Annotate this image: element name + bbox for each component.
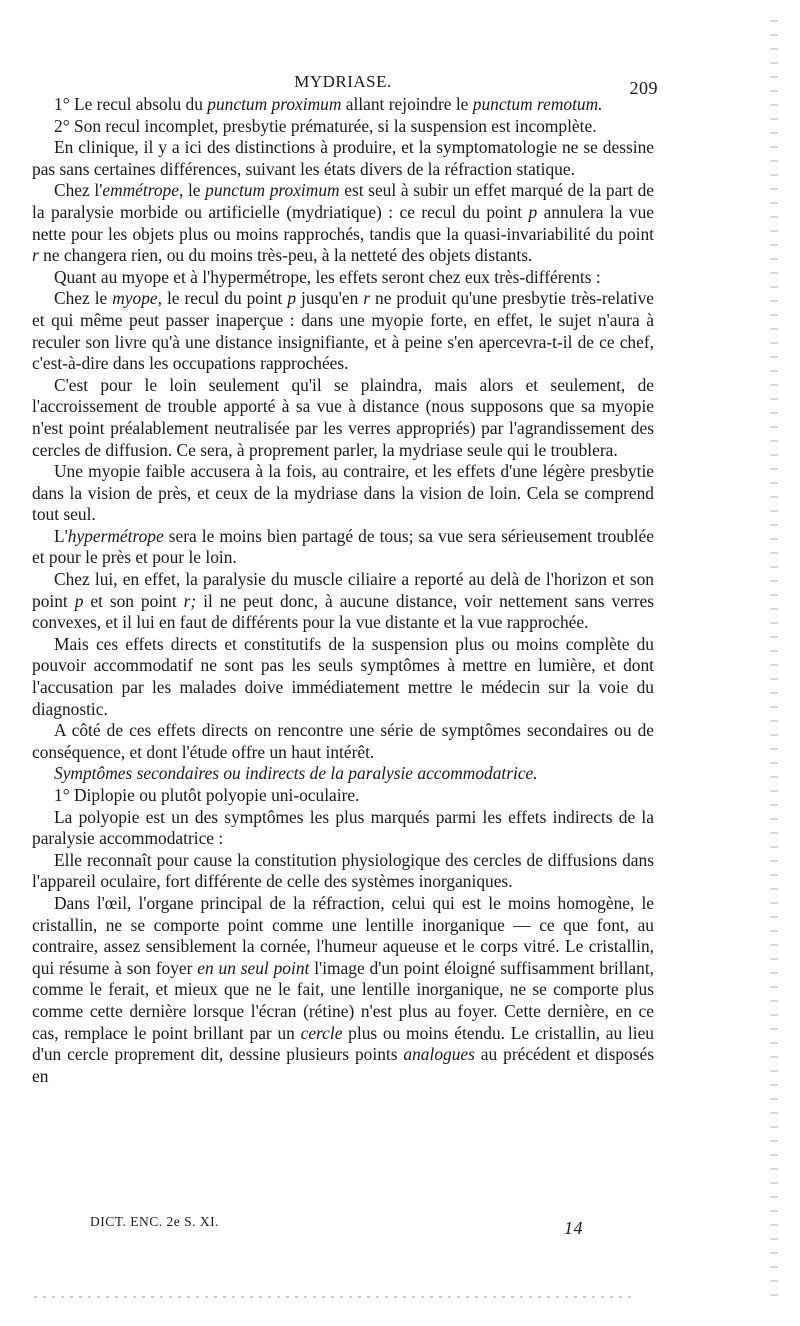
text-run: C'est pour le loin seulement qu'il se plaindra, mais alors et seulement, de l'accroissement de trouble apporté à sa vue à distance (nous supposons que sa myopie n'est point préalablement neutralisée par les verres appropriés) par l'agrandissement des cercles de diffusion. Ce sera, à proprement parler, la mydriase seule qui le troublera. [32, 374, 654, 460]
paragraph [32, 807, 654, 850]
paragraph [32, 116, 654, 138]
text-run: est seul à subir un effet marqué de la part de la paralysie morbide ou artificielle (mydriatique) : ce recul du point [32, 180, 654, 222]
paragraph [32, 893, 654, 1087]
text-run: Chez le [54, 288, 113, 309]
scan-bottom-dots [34, 1296, 634, 1298]
text-run: annulera la vue nette pour les objets plus ou moins rapprochés, tandis que la quasi-invariabilité du point [32, 201, 655, 244]
italic-run: p [528, 201, 538, 222]
footer [32, 1208, 654, 1238]
paragraph [32, 850, 654, 893]
page [32, 68, 658, 1087]
italic-run: r; [183, 590, 197, 611]
scan-margin-marks [770, 20, 778, 1300]
text-run: Une myopie faible accusera à la fois, au contraire, et les effets d'une légère presbytie dans la vision de près, et ceux de la mydriase dans la vision de loin. Cela se comprend tout seul. [32, 461, 654, 525]
text-run: le [183, 180, 206, 201]
italic-run: p [74, 590, 84, 611]
paragraph [32, 180, 654, 266]
text-run: au précédent et disposés en [32, 1044, 654, 1086]
italic-run: cercle [300, 1022, 343, 1043]
text-run: sera le moins bien partagé de tous; sa vue sera sérieusement troublée et pour le près et pour le loin. [32, 525, 654, 568]
text-run: Mais ces effets directs et constitutifs de la suspension plus ou moins complète du pouvoir accommodatif ne sont pas les seuls symptômes à mettre en lumière, et dont l'accusation par les malades doive immédiatement mettre le médecin sur la voie du diagnostic. [32, 633, 654, 719]
text-run: A côté de ces effets directs on rencontre une série de symptômes secondaires ou de conséquence, et dont l'étude offre un haut intérêt. [32, 720, 654, 762]
text-run: plus ou moins étendu. Le cristallin, au lieu d'un cercle proprement dit, dessine plusieurs points [32, 1022, 654, 1065]
italic-run: emmétrope, [102, 180, 184, 201]
paragraph [32, 288, 654, 374]
paragraph [32, 94, 654, 116]
italic-run: myope, [112, 288, 162, 309]
text-run: Chez l' [54, 180, 103, 201]
paragraph [32, 375, 654, 461]
text-run: allant rejoindre le [341, 94, 473, 114]
sheet-number: 14 [564, 1218, 583, 1238]
text-run: l'image d'un point éloigné suffisamment brillant, comme le ferait, et mieux que ne le fait, une lentille inorganique, ne se comporte plus comme cette dernière lorsque l'écran (rétine) n'est plus au foyer. Cette dernière, en ce cas, remplace le point brillant par un [32, 957, 654, 1043]
text-run: ne produit qu'une presbytie très-relative et qui même peut passer inaperçue : dans une myopie forte, en effet, le sujet n'aura à reculer son livre qu'à une distance insignifiante, et à peine s'en apercevra-t-il de ce chef, c'est-à-dire dans les occupations rapprochées. [32, 288, 654, 374]
body-text [32, 94, 654, 1087]
paragraph [32, 461, 654, 526]
signature-mark: DICT. ENC. 2e S. XI. [90, 1214, 219, 1229]
paragraph [32, 137, 654, 180]
running-header [32, 68, 658, 98]
text-run: La polyopie est un des symptômes les plus marqués parmi les effets indirects de la paralysie accommodatrice : [32, 806, 654, 849]
italic-run: p [287, 288, 297, 309]
text-run: Dans l'œil, l'organe principal de la réfraction, celui qui est le moins homogène, le cristallin, ne se comporte point comme une lentille inorganique — ce que font, au contraire, assez sensiblement la cornée, l'humeur aqueuse et le corps vitré. Le cristallin, qui résume à son foyer [32, 892, 654, 978]
text-run: En clinique, il y a ici des distinctions à produire, et la symptomatologie ne se dessine pas sans certaines différences, suivant les états divers de la réfraction statique. [32, 137, 654, 179]
italic-run: analogues [403, 1044, 475, 1065]
page-number: 209 [629, 78, 658, 98]
text-run: jusqu'en [296, 288, 364, 309]
text-run: Elle reconnaît pour cause la constitution physiologique des cercles de diffusions dans l'appareil oculaire, fort différente de celle des systèmes inorganiques. [32, 849, 654, 892]
text-run: il ne peut donc, à aucune distance, voir nettement sans verres convexes, et il lui en faut de différents pour la vue distante et la vue rapprochée. [32, 590, 654, 633]
running-title: MYDRIASE. [294, 72, 392, 91]
paragraph [32, 267, 654, 289]
text-run: le recul du point [162, 288, 288, 309]
italic-run: hypermétrope [67, 525, 164, 546]
paragraph [32, 720, 654, 763]
italic-run: en un seul point [197, 957, 310, 978]
text-run: Quant au myope et à l'hypermétrope, les effets seront chez eux très-différents : [54, 266, 601, 287]
italic-run: punctum remotum. [472, 94, 603, 114]
text-run: 1° Le recul absolu du [54, 94, 208, 114]
paragraph [32, 785, 654, 807]
paragraph [32, 526, 654, 569]
italic-run: Symptômes secondaires ou indirects de la paralysie accommodatrice. [54, 763, 538, 784]
text-run: Chez lui, en effet, la paralysie du muscle ciliaire a reporté au delà de l'horizon et son point [32, 569, 654, 611]
text-run: et son point [83, 590, 184, 611]
italic-run: r [363, 288, 371, 309]
text-run: ne changera rien, ou du moins très-peu, à la netteté des objets distants. [38, 245, 533, 266]
text-run: L' [54, 525, 68, 546]
italic-run: punctum proximum [207, 94, 342, 114]
text-run: 2° Son recul incomplet, presbytie prématurée, si la suspension est incomplète. [54, 115, 597, 136]
paragraph [32, 763, 654, 785]
paragraph [32, 634, 654, 720]
italic-run: punctum proximum [205, 180, 340, 201]
text-run: 1° Diplopie ou plutôt polyopie uni-oculaire. [54, 785, 360, 805]
italic-run: r [32, 245, 39, 266]
paragraph [32, 569, 654, 634]
